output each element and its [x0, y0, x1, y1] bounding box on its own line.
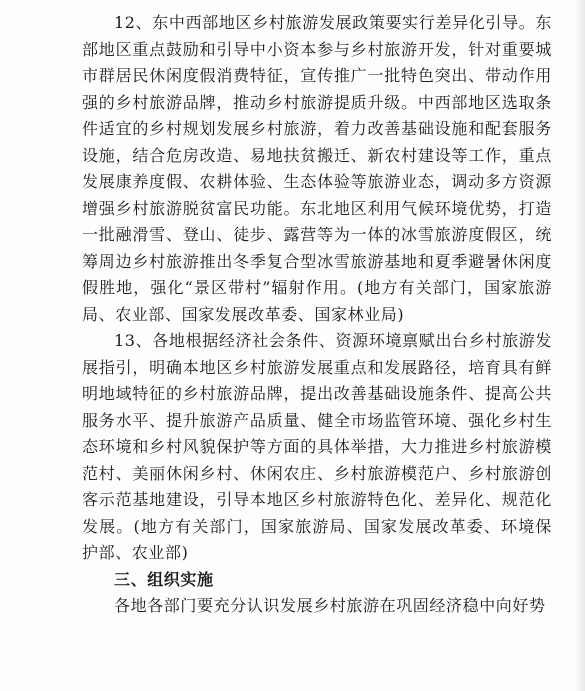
page-edge-shadow — [575, 0, 585, 691]
paragraph-13: 13、各地根据经济社会条件、资源环境禀赋出台乡村旅游发展指引，明确本地区乡村旅游发展重点和发展路径，培育具有鲜明地域特征的乡村旅游品牌，提出改善基础设施条件、提高公共服务水平、提升旅游产品质量、健全市场监管环境、强化乡村生态环境和乡村风貌保护等方面的具体举措，大力推进乡村旅游模范村、美丽休闲乡村、休闲农庄、乡村旅游模范户、乡村旅游创客示范基地建设，引导本地区乡村旅游特色化、差异化、规范化发展。(地方有关部门，国家旅游局、国家发展改革委、环境保护部、农业部) — [82, 331, 552, 562]
document-body — [82, 10, 552, 620]
paragraph-12: 12、东中西部地区乡村旅游发展政策要实行差异化引导。东部地区重点鼓励和引导中小资本参与乡村旅游开发，针对重要城市群居民休闲度假消费特征，宣传推广一批特色突出、带动作用强的乡村旅游品牌，推动乡村旅游提质升级。中西部地区选取条件适宜的乡村规划发展乡村旅游，着力改善基础设施和配套服务设施，结合危房改造、易地扶贫搬迁、新农村建设等工作，重点发展康养度假、农耕体验、生态体验等旅游业态，调动多方资源增强乡村旅游脱贫富民功能。东北地区利用气候环境优势，打造一批融滑雪、登山、徒步、露营等为一体的冰雪旅游度假区，统筹周边乡村旅游推出冬季复合型冰雪旅游基地和夏季避暑休闲度假胜地，强化“景区带村”辐射作用。(地方有关部门，国家旅游局、农业部、国家发展改革委、国家林业局) — [82, 13, 552, 324]
paragraph-implementation: 各地各部门要充分认识发展乡村旅游在巩固经济稳中向好势 — [114, 596, 546, 615]
section-heading: 三、组织实施 — [114, 569, 214, 589]
